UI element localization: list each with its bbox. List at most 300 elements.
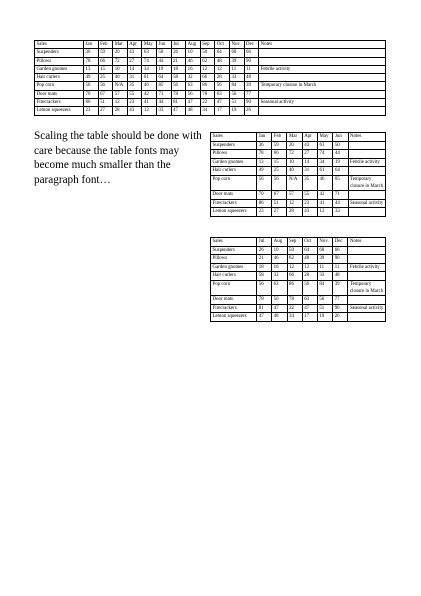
table-header bbox=[211, 238, 386, 247]
row-label-cell: Hair curlers bbox=[35, 74, 84, 82]
value-cell: 12 bbox=[302, 263, 317, 272]
row-label-cell: Pillows bbox=[211, 255, 257, 264]
value-cell: 47 bbox=[257, 313, 272, 322]
value-cell: 10 bbox=[272, 246, 287, 255]
column-header-month: Sep bbox=[287, 238, 302, 247]
table-row bbox=[35, 49, 386, 57]
value-cell: 32 bbox=[272, 272, 287, 281]
value-cell: 49 bbox=[84, 74, 99, 82]
value-cell: 36 bbox=[84, 49, 99, 57]
value-cell: 39 bbox=[333, 280, 348, 295]
value-cell: 72 bbox=[287, 150, 302, 159]
value-cell: 64 bbox=[333, 167, 348, 176]
row-label-cell: Suspenders bbox=[35, 49, 84, 57]
table-row bbox=[35, 99, 386, 107]
value-cell: 12 bbox=[287, 263, 302, 272]
value-cell: 19 bbox=[317, 313, 332, 322]
row-label-cell: Garden gnomes bbox=[211, 263, 257, 272]
value-cell: 57 bbox=[287, 191, 302, 200]
notes-cell: Seasonal activity bbox=[259, 99, 386, 107]
value-cell: 57 bbox=[113, 90, 128, 98]
column-header-month: May bbox=[142, 41, 157, 49]
header-row bbox=[35, 41, 386, 49]
value-cell: 86 bbox=[200, 82, 215, 90]
value-cell: 56 bbox=[257, 280, 272, 295]
value-cell: 56 bbox=[272, 175, 287, 190]
value-cell: 43 bbox=[127, 49, 142, 57]
notes-cell bbox=[348, 296, 386, 305]
value-cell: 48 bbox=[272, 313, 287, 322]
value-cell: 78 bbox=[171, 90, 186, 98]
row-label-cell: Pop corn bbox=[211, 175, 257, 190]
value-cell: 10 bbox=[287, 158, 302, 167]
value-cell: 11 bbox=[333, 263, 348, 272]
value-cell: 40 bbox=[287, 167, 302, 176]
column-header-month: Jun bbox=[156, 41, 171, 49]
value-cell: 22 bbox=[287, 304, 302, 313]
table-row bbox=[211, 280, 386, 295]
column-header-month: May bbox=[318, 133, 333, 142]
value-cell: 78 bbox=[257, 150, 272, 159]
value-cell: 25 bbox=[272, 167, 287, 176]
value-cell: 15 bbox=[98, 65, 113, 73]
value-cell: 58 bbox=[257, 272, 272, 281]
notes-cell bbox=[259, 57, 386, 65]
value-cell: 27 bbox=[98, 107, 113, 115]
table-row bbox=[211, 304, 386, 313]
value-cell: 47 bbox=[302, 304, 317, 313]
table-row bbox=[35, 74, 386, 82]
value-cell: 27 bbox=[272, 208, 287, 217]
row-label-cell: Door mats bbox=[211, 191, 257, 200]
column-header-notes: Notes bbox=[259, 41, 386, 49]
value-cell: 14 bbox=[302, 158, 317, 167]
value-cell: 33 bbox=[333, 208, 348, 217]
value-cell: 16 bbox=[272, 263, 287, 272]
notes-cell: Seasonal activity bbox=[348, 199, 385, 208]
notes-cell bbox=[259, 74, 386, 82]
table-row bbox=[211, 313, 386, 322]
column-header-month: Feb bbox=[98, 41, 113, 49]
notes-cell: Temporary closure in March bbox=[348, 175, 385, 190]
value-cell: 60 bbox=[317, 246, 332, 255]
row-label-cell: Pillows bbox=[211, 150, 257, 159]
table-row bbox=[35, 65, 386, 73]
column-header-month: Apr bbox=[127, 41, 142, 49]
value-cell: 90 bbox=[244, 99, 259, 107]
value-cell: 56 bbox=[84, 82, 99, 90]
value-cell: 28 bbox=[287, 208, 302, 217]
value-cell: 56 bbox=[272, 296, 287, 305]
value-cell: 59 bbox=[272, 141, 287, 150]
value-cell: 72 bbox=[113, 57, 128, 65]
value-cell: 77 bbox=[333, 296, 348, 305]
value-cell: 64 bbox=[215, 49, 230, 57]
value-cell: 81 bbox=[171, 99, 186, 107]
value-cell: 56 bbox=[215, 82, 230, 90]
value-cell: 61 bbox=[142, 74, 157, 82]
notes-cell bbox=[348, 255, 386, 264]
value-cell: 63 bbox=[318, 141, 333, 150]
value-cell: 26 bbox=[244, 107, 259, 115]
value-cell: 18 bbox=[257, 263, 272, 272]
column-header-item: Sales bbox=[211, 238, 257, 247]
notes-cell bbox=[348, 141, 385, 150]
value-cell: 20 bbox=[287, 141, 302, 150]
value-cell: 43 bbox=[302, 141, 317, 150]
value-cell: 67 bbox=[272, 191, 287, 200]
row-label-cell: Door mats bbox=[35, 90, 84, 98]
value-cell: 86 bbox=[84, 99, 99, 107]
column-header-month: Jul bbox=[257, 238, 272, 247]
notes-cell: Febrile activity bbox=[348, 158, 385, 167]
value-cell: 40 bbox=[113, 74, 128, 82]
value-cell: 35 bbox=[302, 175, 317, 190]
sales-table-second-half bbox=[210, 237, 386, 322]
notes-cell: Seasonal activity bbox=[348, 304, 386, 313]
column-header-month: Sep bbox=[200, 41, 215, 49]
row-label-cell: Garden gnomes bbox=[35, 65, 84, 73]
table-row bbox=[211, 141, 386, 150]
value-cell: 22 bbox=[200, 99, 215, 107]
value-cell: 59 bbox=[98, 49, 113, 57]
value-cell: 64 bbox=[302, 246, 317, 255]
value-cell: 60 bbox=[229, 49, 244, 57]
value-cell: 33 bbox=[229, 74, 244, 82]
column-header-month: Dec bbox=[333, 238, 348, 247]
value-cell: 44 bbox=[156, 99, 171, 107]
value-cell: 39 bbox=[244, 82, 259, 90]
value-cell: 16 bbox=[186, 65, 201, 73]
value-cell: 85 bbox=[156, 82, 171, 90]
value-cell: 71 bbox=[156, 90, 171, 98]
value-cell: 62 bbox=[200, 57, 215, 65]
value-cell: 32 bbox=[186, 74, 201, 82]
value-cell: 58 bbox=[171, 74, 186, 82]
row-label-cell: Pop corn bbox=[211, 280, 257, 295]
value-cell: 86 bbox=[287, 280, 302, 295]
table-body bbox=[35, 49, 386, 115]
table-row bbox=[35, 82, 386, 90]
notes-cell bbox=[348, 246, 386, 255]
sales-table-first-half bbox=[210, 132, 386, 217]
column-header-month: Dec bbox=[244, 41, 259, 49]
table-row bbox=[211, 255, 386, 264]
value-cell: 48 bbox=[302, 255, 317, 264]
table-row bbox=[211, 208, 386, 217]
row-label-cell: Firecrackers bbox=[211, 304, 257, 313]
value-cell: 25 bbox=[98, 74, 113, 82]
notes-cell: Febrile activity bbox=[348, 263, 386, 272]
value-cell: 39 bbox=[229, 57, 244, 65]
notes-cell bbox=[348, 313, 386, 322]
value-cell: 48 bbox=[186, 107, 201, 115]
value-cell: 46 bbox=[142, 82, 157, 90]
notes-cell bbox=[348, 191, 385, 200]
row-label-cell: Suspenders bbox=[211, 246, 257, 255]
column-header-month: Oct bbox=[302, 238, 317, 247]
table-row bbox=[211, 296, 386, 305]
table-row bbox=[35, 107, 386, 115]
value-cell: 50 bbox=[333, 141, 348, 150]
column-header-month: Mar bbox=[113, 41, 128, 49]
value-cell: 90 bbox=[244, 57, 259, 65]
value-cell: 66 bbox=[98, 57, 113, 65]
notes-cell bbox=[348, 208, 385, 217]
value-cell: 19 bbox=[156, 65, 171, 73]
value-cell: 42 bbox=[142, 90, 157, 98]
table-row bbox=[211, 191, 386, 200]
value-cell: 66 bbox=[287, 272, 302, 281]
value-cell: 27 bbox=[302, 150, 317, 159]
value-cell: 34 bbox=[318, 158, 333, 167]
value-cell: 21 bbox=[257, 255, 272, 264]
value-cell: 56 bbox=[257, 175, 272, 190]
value-cell: 12 bbox=[215, 65, 230, 73]
value-cell: 55 bbox=[302, 191, 317, 200]
value-cell: 56 bbox=[171, 82, 186, 90]
table-body bbox=[211, 141, 386, 216]
value-cell: 46 bbox=[272, 255, 287, 264]
table-row bbox=[211, 263, 386, 272]
value-cell: 90 bbox=[333, 255, 348, 264]
value-cell: 44 bbox=[333, 199, 348, 208]
value-cell: 19 bbox=[333, 158, 348, 167]
value-cell: 13 bbox=[84, 65, 99, 73]
value-cell: 28 bbox=[302, 272, 317, 281]
row-label-cell: Lemon squeezers bbox=[211, 208, 257, 217]
table-row bbox=[211, 158, 386, 167]
value-cell: 23 bbox=[257, 208, 272, 217]
value-cell: 56 bbox=[186, 90, 201, 98]
value-cell: 12 bbox=[200, 65, 215, 73]
value-cell: 51 bbox=[272, 199, 287, 208]
value-cell: 23 bbox=[127, 99, 142, 107]
value-cell: 86 bbox=[257, 199, 272, 208]
value-cell: 56 bbox=[98, 82, 113, 90]
value-cell: 27 bbox=[127, 57, 142, 65]
value-cell: 36 bbox=[257, 141, 272, 150]
value-cell: 33 bbox=[317, 272, 332, 281]
value-cell: 31 bbox=[302, 167, 317, 176]
column-header-month: Nov bbox=[317, 238, 332, 247]
value-cell: 19 bbox=[229, 107, 244, 115]
value-cell: 31 bbox=[127, 74, 142, 82]
value-cell: 78 bbox=[200, 90, 215, 98]
value-cell: 41 bbox=[142, 99, 157, 107]
value-cell: 63 bbox=[142, 49, 157, 57]
table-row bbox=[211, 199, 386, 208]
column-header-month: Mar bbox=[287, 133, 302, 142]
value-cell: 66 bbox=[200, 74, 215, 82]
value-cell: 12 bbox=[113, 99, 128, 107]
row-label-cell: Firecrackers bbox=[35, 99, 84, 107]
notes-cell bbox=[259, 107, 386, 115]
value-cell: 47 bbox=[215, 99, 230, 107]
column-header-month: Feb bbox=[272, 133, 287, 142]
value-cell: 48 bbox=[333, 272, 348, 281]
value-cell: 12 bbox=[318, 208, 333, 217]
column-header-month: Jun bbox=[333, 133, 348, 142]
value-cell: 81 bbox=[257, 304, 272, 313]
value-cell: 78 bbox=[84, 57, 99, 65]
value-cell: 50 bbox=[156, 49, 171, 57]
value-cell: 33 bbox=[156, 107, 171, 115]
table-row bbox=[211, 167, 386, 176]
header-row bbox=[211, 238, 386, 247]
table-header bbox=[211, 133, 386, 142]
value-cell: 64 bbox=[156, 74, 171, 82]
value-cell: 84 bbox=[229, 82, 244, 90]
value-cell: 47 bbox=[272, 304, 287, 313]
column-header-month: Apr bbox=[302, 133, 317, 142]
row-label-cell: Door mats bbox=[211, 296, 257, 305]
value-cell: 28 bbox=[113, 107, 128, 115]
column-header-month: Aug bbox=[186, 41, 201, 49]
value-cell: 14 bbox=[127, 65, 142, 73]
value-cell: 13 bbox=[257, 158, 272, 167]
value-cell: 71 bbox=[333, 191, 348, 200]
value-cell: 85 bbox=[333, 175, 348, 190]
value-cell: 50 bbox=[287, 246, 302, 255]
value-cell: 78 bbox=[287, 296, 302, 305]
notes-cell: Temporary closure in March bbox=[348, 280, 386, 295]
value-cell: 47 bbox=[171, 107, 186, 115]
value-cell: 44 bbox=[333, 150, 348, 159]
value-cell: 18 bbox=[171, 65, 186, 73]
notes-cell bbox=[259, 49, 386, 57]
column-header-month: Aug bbox=[272, 238, 287, 247]
column-header-month: Jul bbox=[171, 41, 186, 49]
value-cell: 70 bbox=[84, 90, 99, 98]
value-cell: 26 bbox=[171, 49, 186, 57]
notes-cell bbox=[259, 90, 386, 98]
value-cell: 23 bbox=[84, 107, 99, 115]
value-cell: 84 bbox=[317, 280, 332, 295]
value-cell: 51 bbox=[317, 304, 332, 313]
value-cell: 63 bbox=[302, 296, 317, 305]
value-cell: 23 bbox=[302, 199, 317, 208]
value-cell: 48 bbox=[244, 74, 259, 82]
row-label-cell: Hair curlers bbox=[211, 167, 257, 176]
value-cell: 11 bbox=[244, 65, 259, 73]
value-cell: 26 bbox=[333, 313, 348, 322]
value-cell: 46 bbox=[186, 57, 201, 65]
value-cell: 28 bbox=[215, 74, 230, 82]
column-header-month: Nov bbox=[229, 41, 244, 49]
column-header-item: Sales bbox=[35, 41, 84, 49]
table-row bbox=[211, 150, 386, 159]
value-cell: 74 bbox=[142, 57, 157, 65]
value-cell: 48 bbox=[215, 57, 230, 65]
value-cell: 78 bbox=[257, 296, 272, 305]
row-label-cell: Pillows bbox=[35, 57, 84, 65]
value-cell: 66 bbox=[333, 246, 348, 255]
value-cell: 15 bbox=[272, 158, 287, 167]
table-header bbox=[35, 41, 386, 49]
value-cell: 49 bbox=[257, 167, 272, 176]
row-label-cell: Pop corn bbox=[35, 82, 84, 90]
column-header-notes: Notes bbox=[348, 133, 385, 142]
value-cell: 56 bbox=[302, 280, 317, 295]
value-cell: 21 bbox=[171, 57, 186, 65]
value-cell: 17 bbox=[215, 107, 230, 115]
value-cell: 46 bbox=[318, 175, 333, 190]
value-cell: 66 bbox=[272, 150, 287, 159]
value-cell: 66 bbox=[244, 49, 259, 57]
value-cell: 35 bbox=[127, 82, 142, 90]
value-cell: 41 bbox=[318, 199, 333, 208]
value-cell: N/A bbox=[287, 175, 302, 190]
value-cell: 47 bbox=[186, 99, 201, 107]
value-cell: 56 bbox=[317, 296, 332, 305]
notes-cell: Febrile activity bbox=[259, 65, 386, 73]
table-row bbox=[211, 246, 386, 255]
sales-table-full-year bbox=[34, 40, 386, 116]
value-cell: 11 bbox=[229, 65, 244, 73]
value-cell: 34 bbox=[200, 107, 215, 115]
value-cell: 77 bbox=[244, 90, 259, 98]
value-cell: 70 bbox=[257, 191, 272, 200]
value-cell: 63 bbox=[272, 280, 287, 295]
notes-cell bbox=[348, 167, 385, 176]
table-body bbox=[211, 246, 386, 321]
value-cell: 26 bbox=[257, 246, 272, 255]
value-cell: 51 bbox=[229, 99, 244, 107]
table-row bbox=[211, 272, 386, 281]
value-cell: 42 bbox=[318, 191, 333, 200]
notes-cell: Temporary closure in March bbox=[259, 82, 386, 90]
table-row bbox=[211, 175, 386, 190]
notes-cell bbox=[348, 272, 386, 281]
row-label-cell: Lemon squeezers bbox=[211, 313, 257, 322]
value-cell: 74 bbox=[318, 150, 333, 159]
column-header-item: Sales bbox=[211, 133, 257, 142]
value-cell: 90 bbox=[333, 304, 348, 313]
value-cell: 12 bbox=[142, 107, 157, 115]
column-header-month: Jan bbox=[257, 133, 272, 142]
value-cell: 51 bbox=[98, 99, 113, 107]
value-cell: 67 bbox=[98, 90, 113, 98]
column-header-notes: Notes bbox=[348, 238, 386, 247]
row-label-cell: Garden gnomes bbox=[211, 158, 257, 167]
value-cell: 11 bbox=[317, 263, 332, 272]
value-cell: 12 bbox=[287, 199, 302, 208]
row-label-cell: Firecrackers bbox=[211, 199, 257, 208]
value-cell: 56 bbox=[229, 90, 244, 98]
notes-cell bbox=[348, 150, 385, 159]
header-row bbox=[211, 133, 386, 142]
value-cell: 50 bbox=[200, 49, 215, 57]
body-paragraph: Scaling the table should be done with care because the table fonts may become much smaller than the paragraph font… bbox=[34, 130, 202, 187]
value-cell: 61 bbox=[318, 167, 333, 176]
value-cell: 34 bbox=[142, 65, 157, 73]
column-header-month: Jan bbox=[84, 41, 99, 49]
table-row bbox=[35, 90, 386, 98]
value-cell: 43 bbox=[302, 208, 317, 217]
column-header-month: Oct bbox=[215, 41, 230, 49]
value-cell: 39 bbox=[317, 255, 332, 264]
table-row bbox=[35, 57, 386, 65]
row-label-cell: Lemon squeezers bbox=[35, 107, 84, 115]
value-cell: 20 bbox=[113, 49, 128, 57]
row-label-cell: Suspenders bbox=[211, 141, 257, 150]
value-cell: 10 bbox=[186, 49, 201, 57]
value-cell: 55 bbox=[127, 90, 142, 98]
value-cell: 17 bbox=[302, 313, 317, 322]
value-cell: 43 bbox=[127, 107, 142, 115]
value-cell: N/A bbox=[113, 82, 128, 90]
